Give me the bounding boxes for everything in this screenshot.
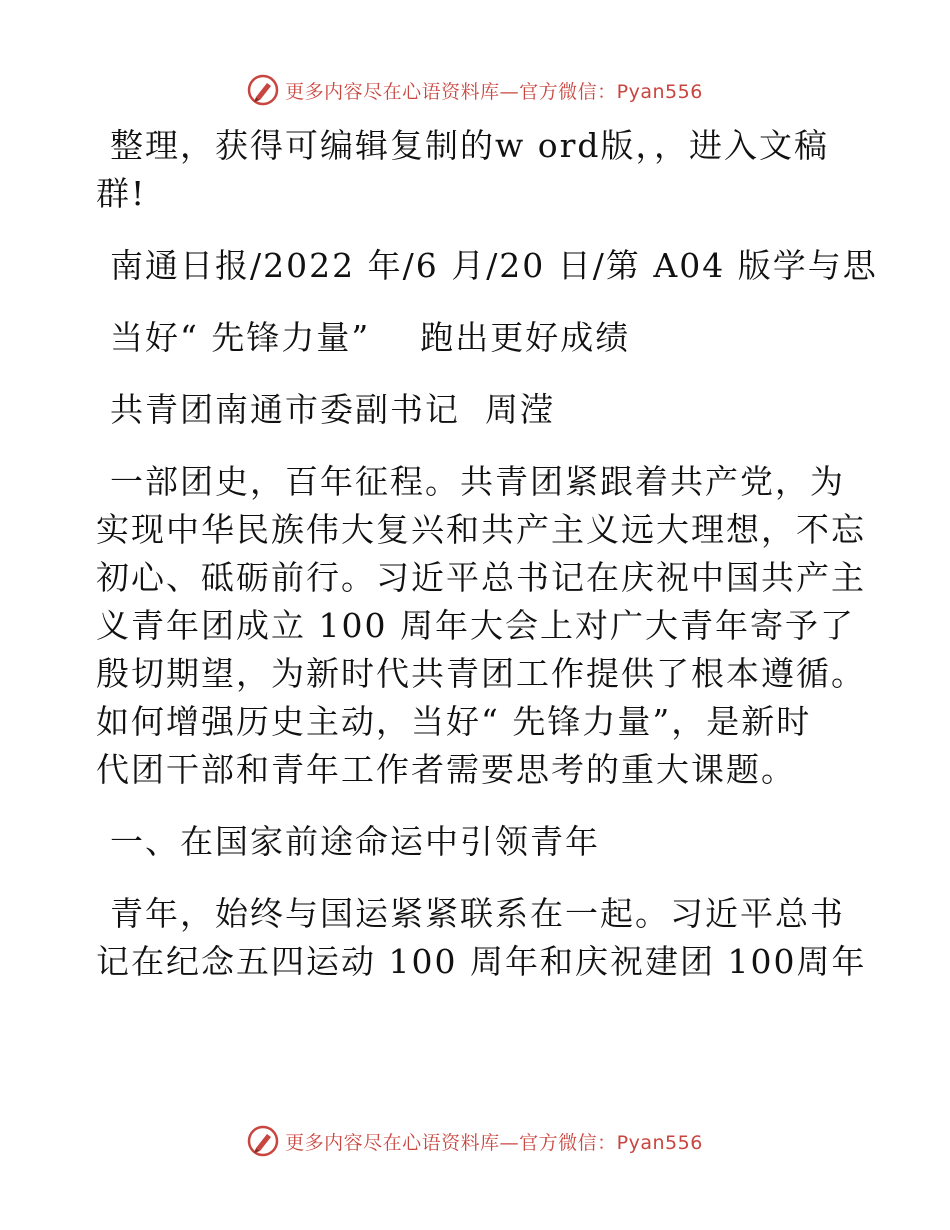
paragraph-line: 记在纪念五四运动 100 周年和庆祝建团 100周年 xyxy=(96,942,867,981)
header-watermark xyxy=(0,72,950,108)
author-line: 共青团南通市委副书记 周滢 xyxy=(110,390,555,429)
paragraph-line: 义青年团成立 100 周年大会上对广大青年寄予了 xyxy=(96,606,855,645)
pen-logo-icon xyxy=(247,74,279,106)
paragraph-section-1 xyxy=(96,890,867,986)
pen-logo-icon xyxy=(247,1125,279,1157)
paragraph-line: 初心、砥砺前行。习近平总书记在庆祝中国共产主 xyxy=(96,558,866,597)
paragraph-line: 殷切期望，为新时代共青团工作提供了根本遵循。 xyxy=(96,654,866,693)
article-title: 当好“ 先锋力量” 跑出更好成绩 xyxy=(110,318,631,357)
watermark-text: 更多内容尽在心语资料库—官方微信：Pyan556 xyxy=(285,80,703,103)
watermark-text: 更多内容尽在心语资料库—官方微信：Pyan556 xyxy=(285,1131,703,1154)
paragraph-intro xyxy=(96,458,866,794)
paragraph-line: 实现中华民族伟大复兴和共产主义远大理想，不忘 xyxy=(96,510,866,549)
document-body xyxy=(96,122,878,986)
paragraph-line: 青年，始终与国运紧紧联系在一起。习近平总书 xyxy=(110,894,845,933)
section-heading: 一、在国家前途命运中引领青年 xyxy=(110,822,600,861)
paragraph-line: 如何增强历史主动，当好“ 先锋力量”，是新时 xyxy=(96,702,812,741)
footer-watermark xyxy=(0,1123,950,1159)
intro-line-2: 群! xyxy=(96,174,147,213)
paragraph-line: 一部团史，百年征程。共青团紧跟着共产党，为 xyxy=(110,462,845,501)
paragraph-line: 代团干部和青年工作者需要思考的重大课题。 xyxy=(96,750,796,789)
intro-line-1: 整理，获得可编辑复制的w ord版，，进入文稿 xyxy=(110,126,830,165)
source-line: 南通日报/2022 年/6 月/20 日/第 A04 版学与思 xyxy=(110,246,878,285)
